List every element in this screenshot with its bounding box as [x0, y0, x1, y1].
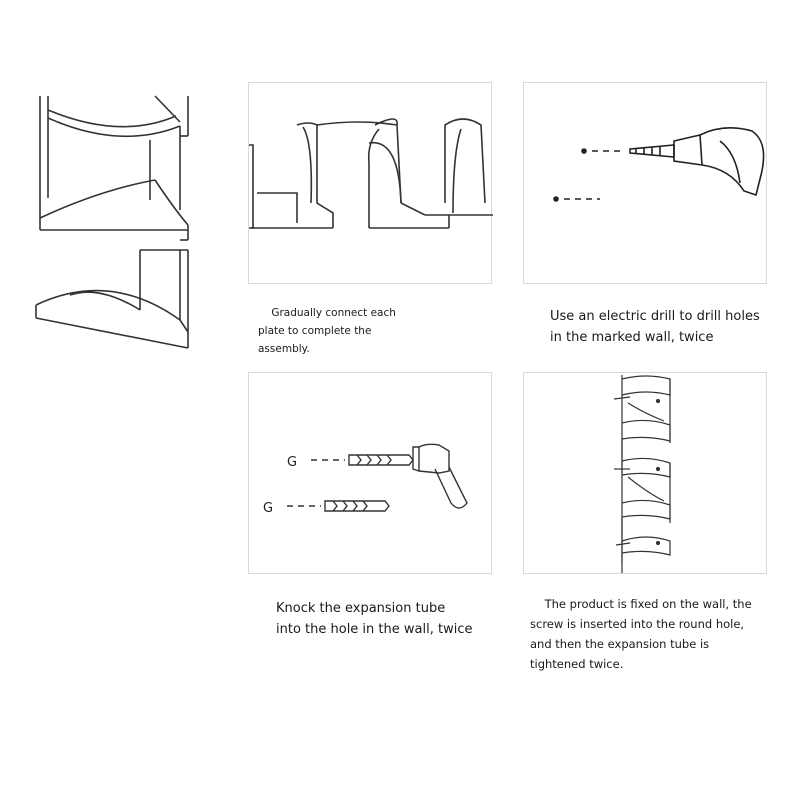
caption-line: plate to complete the: [258, 325, 372, 337]
caption-line: Use an electric drill to drill holes: [550, 309, 760, 324]
caption-line: Knock the expansion tube: [276, 601, 446, 616]
caption-line: in the marked wall, twice: [550, 330, 714, 345]
caption-line: assembly.: [258, 343, 310, 355]
mounted-shelf-icon: [524, 373, 768, 575]
caption-line: The product is fixed on the wall, the: [530, 597, 752, 611]
expansion-tube-icon: [349, 455, 413, 465]
g-label-bottom: G: [263, 501, 274, 516]
step-caption-mount-shelf: [530, 594, 790, 674]
caption-line: tightened twice.: [530, 657, 624, 671]
corner-shelf-illustration: [0, 80, 200, 440]
step-panel-mount-shelf: [523, 372, 767, 574]
step-panel-connect-plates: [248, 82, 492, 284]
step-panel-knock-tube: [248, 372, 492, 574]
step-panel-drill-holes: [523, 82, 767, 284]
hammer-icon: [413, 444, 467, 508]
hammer-and-tube-diagram: [249, 373, 493, 575]
g-label-top: G: [287, 455, 298, 470]
caption-line: into the hole in the wall, twice: [276, 622, 473, 637]
shelf-plates-icon: [249, 83, 493, 285]
electric-drill-icon: [524, 83, 768, 285]
step-caption-drill-holes: [550, 306, 790, 348]
caption-line: screw is inserted into the round hole,: [530, 617, 745, 631]
caption-line: and then the expansion tube is: [530, 637, 710, 651]
caption-line: Gradually connect each: [258, 307, 396, 319]
step-caption-connect-plates: [258, 304, 458, 358]
step-caption-knock-tube: [276, 598, 516, 640]
